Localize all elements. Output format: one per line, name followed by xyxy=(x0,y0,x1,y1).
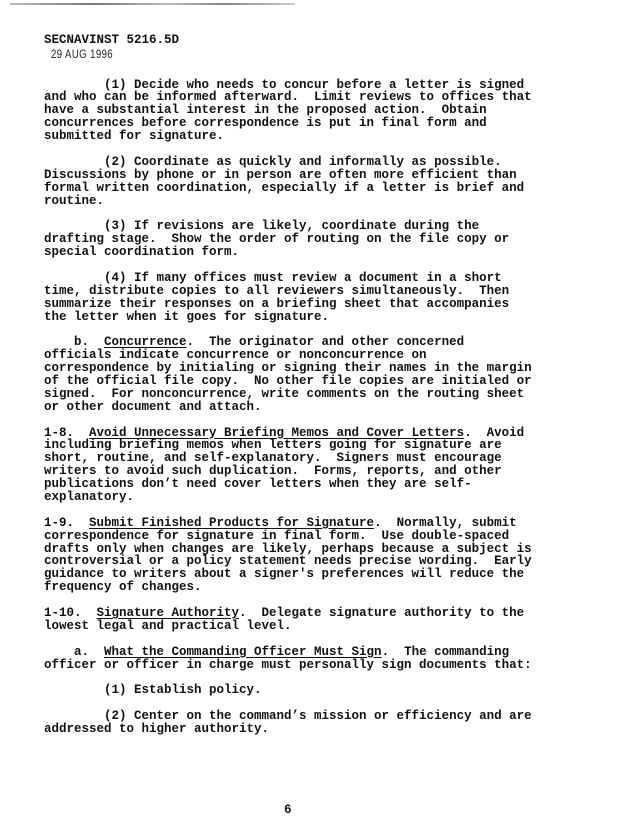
text-line: special coordination form. xyxy=(44,245,240,260)
paragraph xyxy=(44,427,532,504)
text-line: officer or officer in charge must personally sign documents that: xyxy=(44,657,532,672)
section-title: Concurrence xyxy=(104,335,187,350)
text-line: publications don’t need cover letters when they are self- xyxy=(44,477,472,492)
text-line: (3) If revisions are likely, coordinate during the xyxy=(44,219,480,234)
paragraph xyxy=(44,220,532,259)
text-line: frequency of changes. xyxy=(44,580,202,595)
paragraph xyxy=(44,156,532,208)
section-number: 1-10. xyxy=(44,606,97,621)
document-body xyxy=(44,79,532,736)
section-title: Avoid Unnecessary Briefing Memos and Cover Letters xyxy=(89,425,465,440)
section-title: Submit Finished Products for Signature xyxy=(89,515,375,530)
heading-text: . Avoid xyxy=(464,425,525,440)
paragraph xyxy=(44,517,532,594)
page-number: 6 xyxy=(284,803,292,817)
text-line: correspondence by initialing or signing their names in the margin xyxy=(44,361,532,376)
paragraph xyxy=(44,336,532,413)
heading-text: . The originator and other concerned xyxy=(186,335,465,350)
text-line: time, distribute copies to all reviewers simultaneously. Then xyxy=(44,283,510,298)
text-line: have a substantial interest in the proposed action. Obtain xyxy=(44,103,487,118)
text-line: (2) Center on the command’s mission or efficiency and are xyxy=(44,709,532,724)
text-line: or other document and attach. xyxy=(44,399,262,414)
text-line: (2) Coordinate as quickly and informally as possible. xyxy=(44,154,502,169)
date-stamp: 29 AUG 1996 xyxy=(51,47,114,61)
paragraph xyxy=(44,684,532,697)
text-line: submitted for signature. xyxy=(44,129,225,144)
text-line: correspondence for signature in final form. Use double-spaced xyxy=(44,528,510,543)
section-title: Signature Authority xyxy=(96,606,240,621)
text-line: routine. xyxy=(44,193,105,208)
text-line: lowest legal and practical level. xyxy=(44,618,292,633)
text-line: drafts only when changes are likely, perhaps because a subject is xyxy=(44,541,532,556)
text-line: Discussions by phone or in person are often more efficient than xyxy=(44,167,517,182)
document-id: SECNAVINST 5216.5D xyxy=(44,33,180,47)
text-line: writers to avoid such duplication. Forms, reports, and other xyxy=(44,464,502,479)
text-line: including briefing memos when letters going for signature are xyxy=(44,438,502,453)
paragraph xyxy=(44,272,532,324)
text-line: short, routine, and self-explanatory. Signers must encourage xyxy=(44,451,502,466)
text-line: (4) If many offices must review a document in a short xyxy=(44,270,502,285)
heading-line xyxy=(44,646,532,659)
text-line: formal written coordination, especially if a letter is brief and xyxy=(44,180,525,195)
text-line: explanatory. xyxy=(44,490,135,504)
heading-text: . Normally, submit xyxy=(374,515,517,530)
section-number: 1-8. xyxy=(44,425,90,440)
text-line: concurrences before correspondence is put in final form and xyxy=(44,116,487,131)
text-line: (1) Decide who needs to concur before a letter is signed xyxy=(44,77,525,92)
paragraph xyxy=(44,646,532,672)
heading-line xyxy=(44,517,532,530)
section-number: b. xyxy=(44,335,105,350)
heading-line xyxy=(44,607,532,620)
text-line: and who can be informed afterward. Limit reviews to offices that xyxy=(44,90,532,105)
text-line: signed. For nonconcurrence, write comments on the routing sheet xyxy=(44,386,525,401)
paragraph xyxy=(44,710,532,736)
text-line: officials indicate concurrence or nonconcurrence on xyxy=(44,348,427,363)
text-line: guidance to writers about a signer's preferences will reduce the xyxy=(44,567,525,582)
section-title: What the Commanding Officer Must Sign xyxy=(104,644,382,659)
text-line: (1) Establish policy. xyxy=(44,683,262,698)
paragraph xyxy=(44,607,532,633)
paragraph-spacer xyxy=(44,259,532,272)
text-line: the letter when it goes for signature. xyxy=(44,309,330,324)
text-line: controversial or a policy statement needs precise wording. Early xyxy=(44,554,532,569)
heading-text: . Delegate signature authority to the xyxy=(239,606,525,621)
paragraph xyxy=(44,79,532,143)
text-line: summarize their responses on a briefing sheet that accompanies xyxy=(44,296,510,311)
text-line: drafting stage. Show the order of routing on the file copy or xyxy=(44,232,510,247)
section-number: 1-9. xyxy=(44,515,90,530)
text-line: addressed to higher authority. xyxy=(44,722,270,737)
scan-edge-line xyxy=(10,3,295,5)
heading-text: . The commanding xyxy=(381,644,510,659)
text-line: of the official file copy. No other file copies are initialed or xyxy=(44,373,532,388)
section-number: a. xyxy=(44,644,105,659)
paragraph-spacer xyxy=(44,143,532,156)
